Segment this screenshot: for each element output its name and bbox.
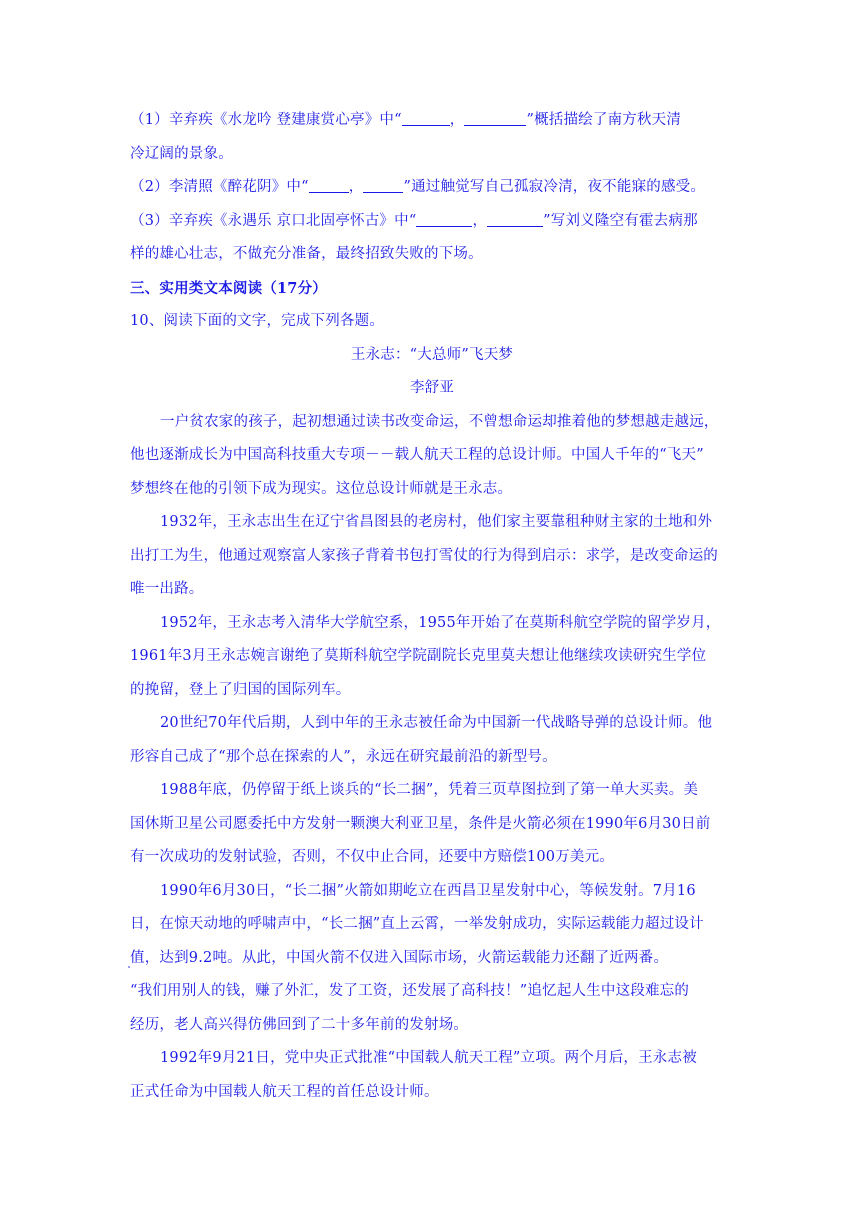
section-instruction: 10、阅读下面的文字，完成下列各题。 bbox=[130, 313, 385, 329]
article-author: 李舒亚 bbox=[409, 380, 455, 396]
separator: ， bbox=[348, 179, 364, 195]
article-line: 值，达到9.2吨。从此，中国火箭不仅进入国际市场，火箭运载能力还翻了近两番。 bbox=[130, 949, 669, 966]
separator: ， bbox=[472, 212, 488, 229]
question-1-line-2: 冷辽阔的景象。 bbox=[130, 145, 233, 162]
answer-blank[interactable] bbox=[487, 212, 543, 227]
article-line: 的挽留，登上了归国的国际列车。 bbox=[130, 681, 351, 698]
answer-blank[interactable] bbox=[363, 178, 403, 193]
question-2-text: （2）李清照《醉花阴》中“ bbox=[130, 179, 309, 195]
article-line: 有一次成功的发射试验，否则，不仅中止合同，还要中方赔偿100万美元。 bbox=[130, 849, 614, 865]
article-line: 日，在惊天动地的呼啸声中，“长二捆”直上云霄，一举发射成功，实际运载能力超过设计 bbox=[130, 916, 704, 932]
answer-blank[interactable] bbox=[309, 178, 349, 193]
article-line: 国休斯卫星公司愿委托中方发射一颗澳大利亚卫星，条件是火箭必须在1990年6月30日前 bbox=[130, 815, 711, 832]
section-heading: 三、实用类文本阅读（17分） bbox=[130, 279, 327, 297]
question-1-line-1 bbox=[130, 104, 734, 138]
scan-mark bbox=[128, 966, 130, 968]
question-1-text: ”概括描绘了南方秋天清 bbox=[526, 112, 682, 128]
question-2-text: ”通过触觉写自己孤寂冷清，夜不能寐的感受。 bbox=[403, 179, 706, 195]
article-title: 王永志：“大总师”飞天梦 bbox=[350, 346, 514, 363]
question-3-text: ”写刘义隆空有霍去病那 bbox=[543, 212, 698, 229]
answer-blank[interactable] bbox=[464, 111, 526, 126]
article-line: “我们用别人的钱，赚了外汇，发了工资，还发展了高科技！”追忆起人生中这段难忘的 bbox=[130, 983, 690, 999]
article-line: 他也逐渐成长为中国高科技重大专项－－载人航天工程的总设计师。中国人千年的“飞天” bbox=[130, 447, 704, 463]
question-2-line bbox=[130, 171, 734, 205]
question-3-text: （3）辛弃疾《永遇乐 京口北固亭怀古》中“ bbox=[130, 212, 417, 229]
article-line: 1961年3月王永志婉言谢绝了莫斯科航空学院副院长克里莫夫想让他继续攻读研究生学位 bbox=[130, 648, 707, 664]
article-line: 梦想终在他的引领下成为现实。这位总设计师就是王永志。 bbox=[130, 480, 513, 497]
article-line: 经历，老人高兴得仿佛回到了二十多年前的发射场。 bbox=[130, 1016, 469, 1033]
article-line: 出打工为生，他通过观察富人家孩子背着书包打雪仗的行为得到启示：求学，是改变命运的 bbox=[130, 547, 718, 564]
article-line: 1992年9月21日，党中央正式批准“中国载人航天工程”立项。两个月后，王永志被 bbox=[160, 1050, 697, 1066]
separator: ， bbox=[449, 112, 465, 128]
article-line: 1988年底，仍停留于纸上谈兵的“长二捆”，凭着三页草图拉到了第一单大买卖。美 bbox=[160, 782, 699, 798]
article-line: 1990年6月30日，“长二捆”火箭如期屹立在西昌卫星发射中心，等候发射。7月16 bbox=[160, 882, 696, 899]
document-page bbox=[130, 104, 734, 1109]
article-line: 形容自己成了“那个总在探索的人”，永远在研究最前沿的新型号。 bbox=[130, 748, 557, 765]
question-1-text: （1）辛弃疾《水龙吟 登建康赏心亭》中“ bbox=[130, 112, 402, 128]
article-line: 1952年，王永志考入清华大学航空系，1955年开始了在莫斯科航空学院的留学岁月， bbox=[160, 614, 721, 631]
article-line: 20世纪70年代后期，人到中年的王永志被任命为中国新一代战略导弹的总设计师。他 bbox=[160, 715, 713, 731]
article-line: 正式任命为中国载人航天工程的首任总设计师。 bbox=[130, 1083, 439, 1100]
answer-blank[interactable] bbox=[402, 111, 450, 126]
question-3-line-2: 样的雄心壮志，不做充分准备，最终招致失败的下场。 bbox=[130, 246, 483, 262]
question-3-line-1 bbox=[130, 205, 734, 239]
article-line: 唯一出路。 bbox=[130, 581, 204, 597]
article-line: 一户贫农家的孩子，起初想通过读书改变命运，不曾想命运却推着他的梦想越走越远， bbox=[160, 413, 719, 430]
answer-blank[interactable] bbox=[416, 212, 472, 227]
article-line: 1932年，王永志出生在辽宁省昌图县的老房村，他们家主要靠租种财主家的土地和外 bbox=[160, 514, 713, 530]
